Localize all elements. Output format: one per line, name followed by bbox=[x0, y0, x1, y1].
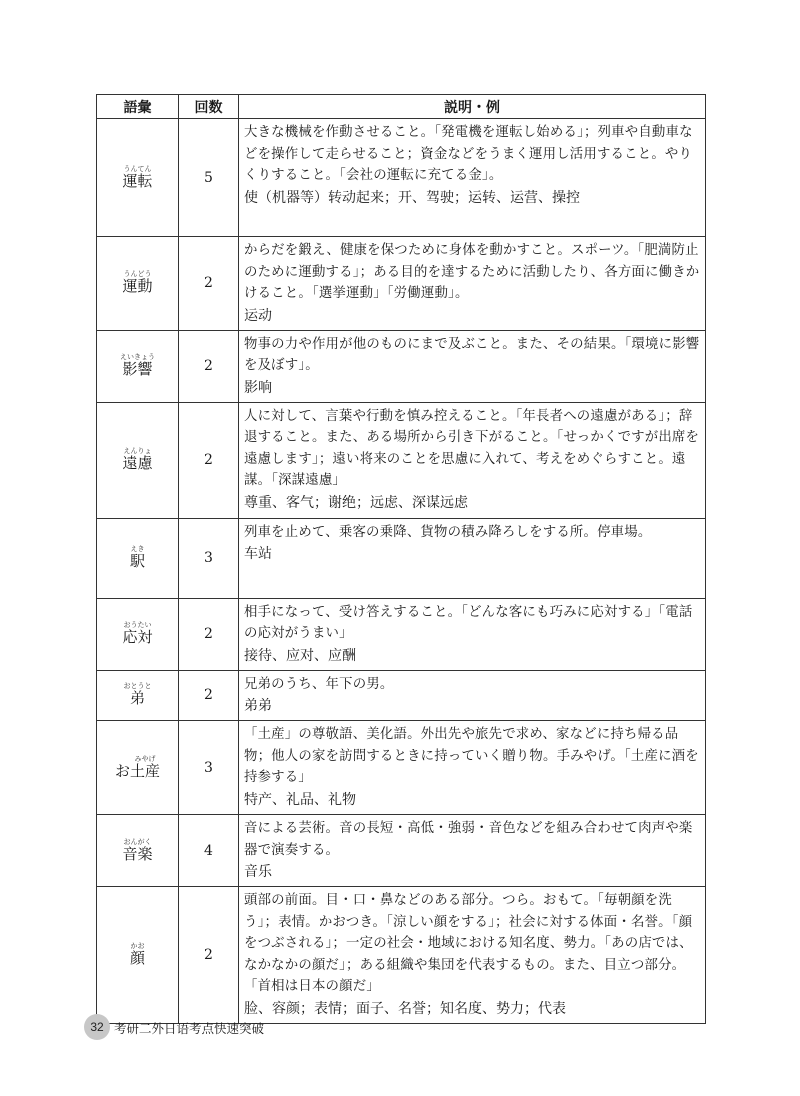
page-footer bbox=[84, 1014, 324, 1040]
vocab-reading: おうたい bbox=[122, 621, 153, 629]
vocab-count: 2 bbox=[179, 237, 239, 331]
header-description: 説明・例 bbox=[239, 95, 706, 119]
vocab-word-cell bbox=[97, 815, 179, 887]
table-row bbox=[97, 815, 706, 887]
japanese-definition: 兄弟のうち、年下の男。 bbox=[244, 676, 394, 692]
vocab-word: 顔かお bbox=[129, 941, 145, 967]
vocab-word-cell bbox=[97, 237, 179, 331]
vocab-description bbox=[239, 119, 706, 237]
vocab-description bbox=[239, 670, 706, 721]
vocab-description bbox=[239, 815, 706, 887]
header-word: 語彙 bbox=[97, 95, 179, 119]
vocab-reading: うんどう bbox=[122, 270, 153, 279]
japanese-definition: 頭部の前面。目・口・鼻などのある部分。つら。おもて。「毎朝顔を洗う」；表情。かおつき。「涼しい顔をする」；社会に対する体面・名誉。「顔をつぶされる」；一定の社会・地域における知名度、勢力。「あの店では、なかなかの顔だ」；ある組織や集団を代表するもの。また、目立つ部分。「首相は日本の顔だ」 bbox=[244, 893, 693, 994]
vocab-word: 音楽おんがく bbox=[122, 837, 153, 863]
japanese-definition: 「土産」の尊敬語、美化語。外出先や旅先で求め、家などに持ち帰る品物；他人の家を訪問するときに持っていく贈り物。手みやげ。「土産に酒を持参する」 bbox=[244, 727, 699, 785]
table-row bbox=[97, 402, 706, 518]
vocab-word: 弟おとうと bbox=[123, 682, 152, 708]
vocab-reading: えんりょ bbox=[122, 447, 153, 455]
vocab-count: 2 bbox=[179, 402, 239, 518]
table-row bbox=[97, 119, 706, 237]
chinese-translation: 尊重、客气；谢绝；远虑、深谋远虑 bbox=[244, 494, 468, 511]
vocab-count: 3 bbox=[179, 518, 239, 598]
table-row bbox=[97, 518, 706, 598]
vocab-description bbox=[239, 598, 706, 670]
vocab-reading: おんがく bbox=[122, 837, 153, 846]
vocab-word-cell bbox=[97, 670, 179, 721]
header-count: 回数 bbox=[179, 95, 239, 119]
page-number: 32 bbox=[84, 1014, 110, 1040]
vocab-reading: えいきょう bbox=[120, 353, 155, 361]
table-row bbox=[97, 598, 706, 670]
vocab-word-cell bbox=[97, 330, 179, 402]
table-row bbox=[97, 721, 706, 815]
vocab-description bbox=[239, 237, 706, 331]
book-title: 考研二外日语考点快速突破 bbox=[114, 1021, 265, 1036]
vocab-description bbox=[239, 721, 706, 815]
vocab-reading: うんてん bbox=[122, 164, 153, 173]
vocabulary-table bbox=[96, 94, 706, 1024]
vocab-count: 3 bbox=[179, 721, 239, 815]
vocab-description bbox=[239, 402, 706, 518]
vocab-word: 駅えき bbox=[129, 545, 145, 570]
table-row bbox=[97, 237, 706, 331]
vocab-word: お土産みやげ bbox=[114, 754, 161, 780]
vocab-word-cell bbox=[97, 402, 179, 518]
chinese-translation: 音乐 bbox=[244, 864, 272, 880]
vocab-word: 運転うんてん bbox=[122, 164, 153, 190]
table-row bbox=[97, 670, 706, 721]
vocab-word: 運動うんどう bbox=[122, 270, 153, 296]
chinese-translation: 接待、应对、应酬 bbox=[244, 647, 356, 664]
vocab-count: 2 bbox=[179, 598, 239, 670]
chinese-translation: 车站 bbox=[244, 546, 272, 562]
vocab-reading: おとうと bbox=[123, 682, 152, 691]
japanese-definition: 相手になって、受け答えすること。「どんな客にも巧みに応対する」「電話の応対がうまい」 bbox=[244, 604, 693, 641]
vocab-word: 遠慮えんりょ bbox=[122, 447, 153, 472]
vocab-description bbox=[239, 330, 706, 402]
chinese-translation: 影响 bbox=[244, 379, 272, 396]
vocab-count: 2 bbox=[179, 887, 239, 1024]
table-row bbox=[97, 330, 706, 402]
vocab-reading: みやげ bbox=[130, 754, 160, 763]
vocab-reading: えき bbox=[129, 545, 145, 553]
chinese-translation: 特产、礼品、礼物 bbox=[244, 791, 356, 808]
chinese-translation: 弟弟 bbox=[244, 698, 272, 714]
vocab-count: 4 bbox=[179, 815, 239, 887]
vocab-reading: かお bbox=[129, 941, 145, 950]
vocab-word-cell bbox=[97, 721, 179, 815]
chinese-translation: 使（机器等）转动起来；开、驾驶；运转、运营、操控 bbox=[244, 189, 580, 206]
japanese-definition: 音による芸術。音の長短・高低・強弱・音色などを組み合わせて肉声や楽器で演奏する。 bbox=[244, 821, 693, 858]
vocab-count: 5 bbox=[179, 119, 239, 237]
vocab-word-cell bbox=[97, 887, 179, 1024]
vocab-word-cell bbox=[97, 518, 179, 598]
japanese-definition: からだを鍛え、健康を保つために身体を動かすこと。スポーツ。「肥満防止のために運動する」；ある目的を達するために活動したり、各方面に働きかけること。「選挙運動」「労働運動」。 bbox=[244, 243, 700, 301]
vocab-word-cell bbox=[97, 598, 179, 670]
vocab-description bbox=[239, 518, 706, 598]
vocab-word: 影響えいきょう bbox=[120, 353, 155, 378]
vocab-word-cell bbox=[97, 119, 179, 237]
chinese-translation: 脸、容颜；表情；面子、名誉；知名度、势力；代表 bbox=[244, 1000, 566, 1017]
japanese-definition: 物事の力や作用が他のものにまで及ぶこと。また、その結果。「環境に影響を及ぼす」。 bbox=[244, 336, 700, 373]
table-header-row bbox=[97, 95, 706, 119]
vocab-description bbox=[239, 887, 706, 1024]
chinese-translation: 运动 bbox=[244, 307, 272, 324]
vocab-count: 2 bbox=[179, 330, 239, 402]
vocab-word: 応対おうたい bbox=[122, 621, 153, 646]
japanese-definition: 人に対して、言葉や行動を慎み控えること。「年長者への遠慮がある」；辞退すること。また、ある場所から引き下がること。「せっかくですが出席を遠慮します」；遠い将来のことを思慮に入れて、考えをめぐらすこと。遠謀。「深謀遠慮」 bbox=[244, 408, 700, 488]
vocab-count: 2 bbox=[179, 670, 239, 721]
table-row bbox=[97, 887, 706, 1024]
japanese-definition: 大きな機械を作動させること。「発電機を運転し始める」；列車や自動車などを操作して走らせること；資金などをうまく運用し活用すること。やりくりすること。「会社の運転に充てる金」。 bbox=[244, 125, 693, 183]
japanese-definition: 列車を止めて、乗客の乗降、貨物の積み降ろしをする所。停車場。 bbox=[244, 524, 652, 540]
